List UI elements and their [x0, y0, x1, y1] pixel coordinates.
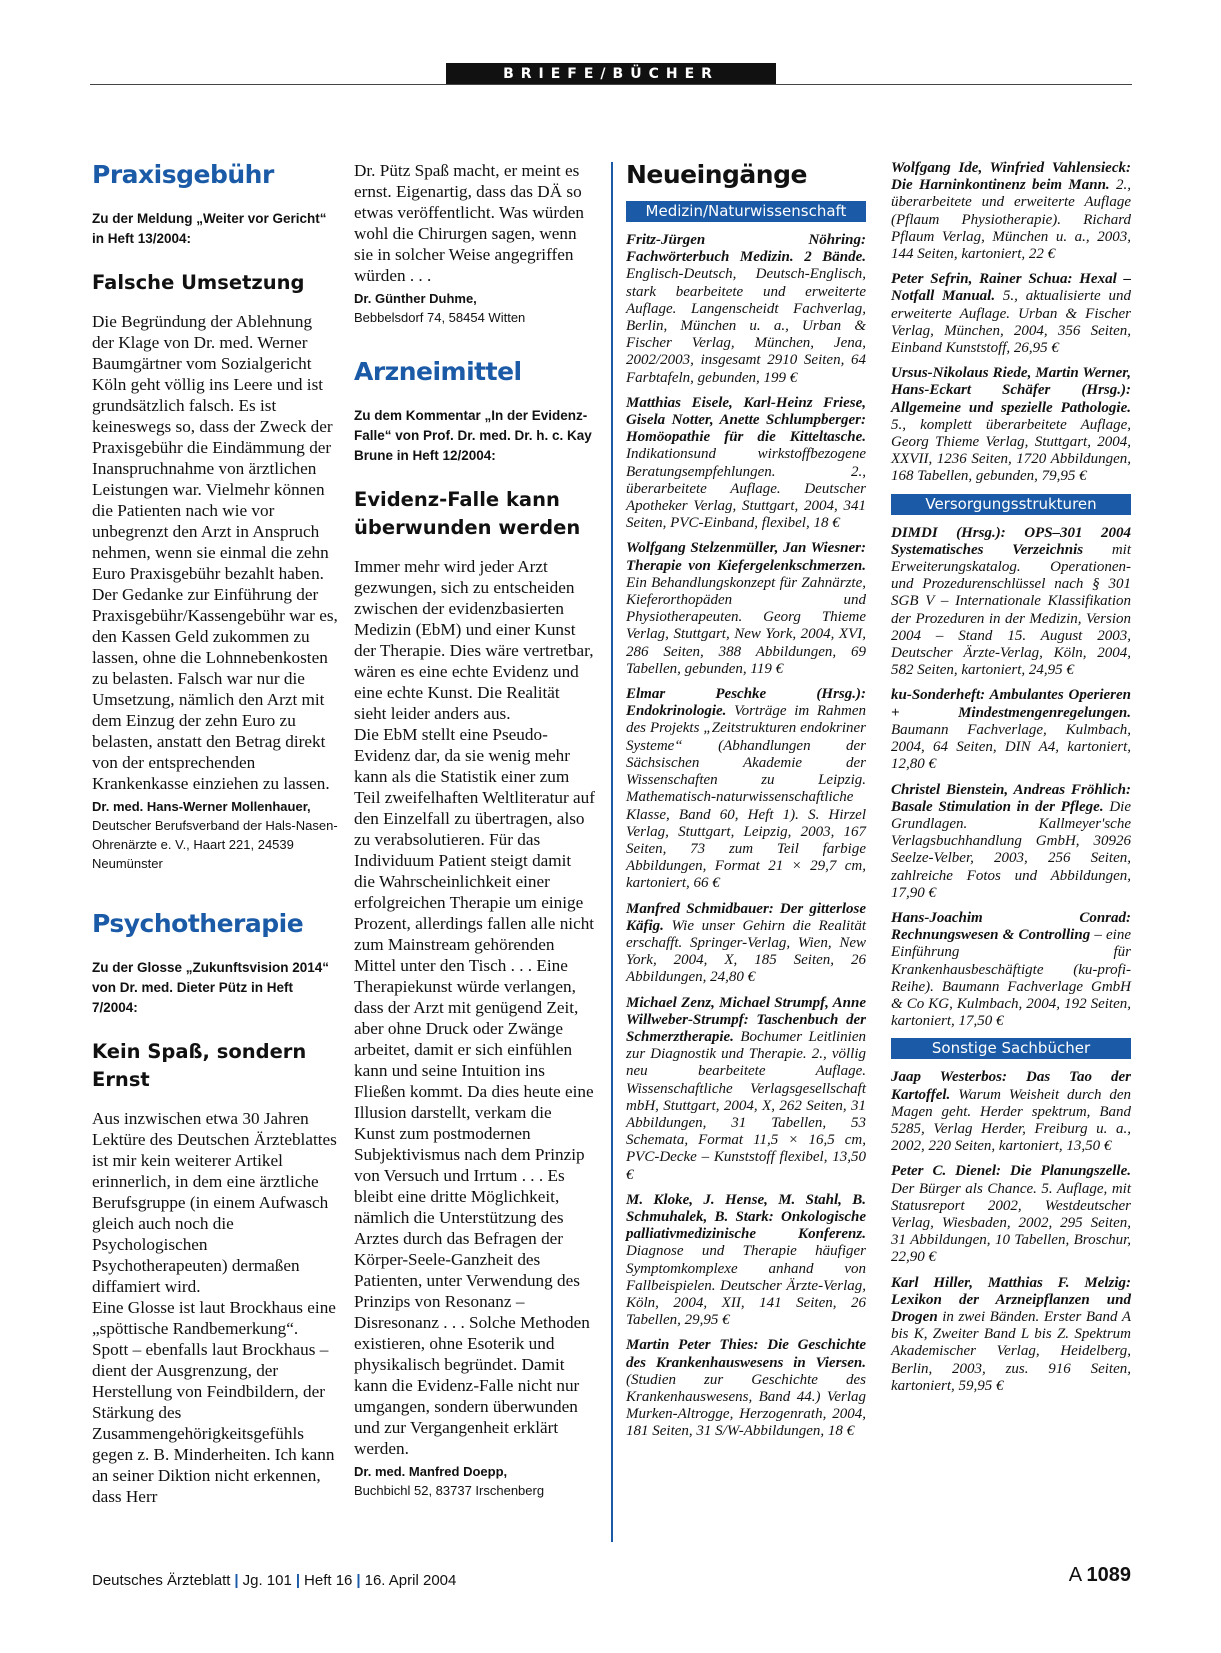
header-rule [90, 84, 1132, 85]
book-entry [626, 1337, 866, 1440]
book-title: Karl Hiller, Matthias F. Melzig: Lexikon der Arzneipflanzen und Drogen [891, 1274, 1131, 1325]
book-details: 5., komplett überarbeitete Auflage, Georg Thieme Verlag, Stuttgart, 2004, XXVII, 1236 Seiten, 1720 Abbildungen, 168 Tabellen, gebunden, 79,95 € [891, 416, 1131, 485]
book-details: Die Grundlagen. Kallmeyer'sche Verlagsbuchhandlung GmbH, 30926 Seelze-Velber, 2003, 256 Seiten, zahlreiche Fotos und Abbildungen, 17,90 € [891, 798, 1131, 901]
book-entry [891, 910, 1131, 1030]
book-details: in zwei Bänden. Erster Band A bis K, Zweiter Band L bis Z. Spektrum Akademischer Verlag, Heidelberg, Berlin, 2003, zus. 916 Seiten, kartoniert, 59,95 € [891, 1308, 1131, 1394]
book-title: Christel Bienstein, Andreas Fröhlich: Basale Stimulation in der Pflege. [891, 781, 1131, 815]
letter-body [354, 556, 596, 1459]
book-entry [626, 901, 866, 987]
letter-body [92, 1108, 338, 1507]
section-title-psychotherapie: Psychotherapie [92, 909, 304, 938]
book-title: ku-Sonderheft: Ambulantes Operieren + Mindestmengenregelungen. [891, 687, 1131, 721]
book-entry [626, 995, 866, 1184]
book-title: Fritz-Jürgen Nöhring: Fachwörterbuch Medizin. 2 Bände. [626, 232, 866, 266]
book-title: Wolfgang Stelzenmüller, Jan Wiesner: Therapie von Kiefergelenkschmerzen. [626, 540, 866, 574]
book-title: DIMDI (Hrsg.): OPS–301 2004 Systematisches Verzeichnis [891, 524, 1131, 558]
book-details: Englisch-Deutsch, Deutsch-Englisch, stark bearbeitete und erweiterte Auflage. Langenscheidt Fachverlag, Berlin, München u. a., Urban & Fischer Verlag, München, Jena, 2002/2003, insgesamt 2910 Seiten, 64 Farbtafeln, gebunden, 199 € [626, 266, 866, 386]
page-number [1069, 1564, 1131, 1587]
column-3 [626, 160, 866, 1449]
book-details: Diagnose und Therapie häufiger Symptomkomplexe anhand von Fallbeispielen. Deutscher Ärzte-Verlag, Köln, 2004, XII, 141 Seiten, 26 Tabellen, 29,95 € [626, 1243, 866, 1329]
category-versorgung: Versorgungsstrukturen [891, 494, 1131, 515]
book-details: mit Erweiterungskatalog. Operationen- und Prozedurenschlüssel nach § 301 SGB V – Internationale Klassifikation der Prozeduren in der Medizin, Version 2004 – Stand 15. August 2003, Deutscher Ärzte-Verlag, Köln, 2004, 582 Seiten, kartoniert, 24,95 € [891, 541, 1131, 679]
book-entry [626, 395, 866, 533]
book-details: Indikationsund wirkstoffbezogene Beratungsempfehlungen. 2., überarbeitete Auflage. Deutscher Apotheker Verlag, Stuttgart, 2004, 341 Seiten, PVC-Einband, flexibel, 18 € [626, 446, 866, 532]
section-title-arzneimittel: Arzneimittel [354, 357, 522, 386]
page-number-value: 1089 [1086, 1564, 1131, 1586]
paragraph: Eine Glosse ist laut Brockhaus eine „spöttische Randbemerkung“. Spott – ebenfalls laut Brockhaus – dient der Ausgrenzung, der Herstellung von Feindbildern, der Stärkung des Zusammengehörigkeitsgefühls gegen z. B. Minderheiten. Ich kann an seiner Diktion nicht erkennen, dass Herr [92, 1298, 336, 1506]
letter-author: Dr. Günther Duhme, [354, 291, 477, 306]
book-details: 5., aktualisierte und erweiterte Auflage. Urban & Fischer Verlag, München, 2004, 356 Seiten, Einband Kunststoff, 26,95 € [891, 288, 1131, 357]
book-list-sonstige [891, 1069, 1131, 1395]
category-medizin: Medizin/Naturwissenschaft [626, 201, 866, 222]
paragraph: Die Begründung der Ablehnung der Klage von Dr. med. Werner Baumgärtner vom Sozialgericht Köln geht völlig ins Leere und ist grundsätzlich falsch. Es ist keineswegs so, dass der Zweck der Praxisgebühr die Eindämmung der Inanspruchnahme von ärztlichen Leistungen war. Vielmehr können die Patienten nach wie vor unbegrenzt den Arzt in Anspruch nehmen, wenn sie einmal die zehn Euro Praxisgebühr bezahlt haben. [92, 312, 333, 583]
letter-headline: Falsche Umsetzung [92, 271, 305, 294]
book-details: Warum Weisheit durch den Magen geht. Herder spektrum, Band 5285, Verlag Herder, Freiburg u. a., 2002, 220 Seiten, kartoniert, 13,50 € [891, 1086, 1131, 1155]
book-list-versorgung [891, 525, 1131, 1031]
book-title: Peter Sefrin, Rainer Schua: Hexal – Notfall Manual. [891, 271, 1131, 305]
column-2 [354, 160, 596, 1500]
paragraph: Immer mehr wird jeder Arzt gezwungen, sich zu entscheiden zwischen der evidenzbasierten Medizin (EbM) und einer Kunst der Therapie. Dies wäre vertretbar, wären es eine echte Evidenz und eine echte Kunst. Die Realität sieht leider anders aus. [354, 557, 594, 723]
book-details: (Studien zur Geschichte des Krankenhauswesens, Band 44.) Verlag Murken-Altrogge, Herzogenrath, 2004, 181 Seiten, 31 S/W-Abbildungen, 18 € [626, 1371, 866, 1440]
book-details: Baumann Fachverlage, Kulmbach, 2004, 64 Seiten, DIN A4, kartoniert, 12,80 € [891, 721, 1131, 773]
letter-address: Buchbichl 52, 83737 Irschenberg [354, 1483, 545, 1498]
book-entry [891, 271, 1131, 357]
footer [92, 1572, 456, 1589]
book-entry [891, 525, 1131, 680]
letter-body [92, 311, 338, 794]
book-title: Manfred Schmidbauer: Der gitterlose Käfig. [626, 900, 866, 934]
book-entry [891, 160, 1131, 263]
column-4 [891, 160, 1131, 1403]
book-entry [626, 686, 866, 892]
paragraph: Der Gedanke zur Einführung der Praxisgebühr/Kassengebühr war es, den Kassen Geld zukommen zu lassen, ohne die Lohnnebenkosten zu belasten. Falsch war nur die Umsetzung, nämlich den Arzt mit dem Einzug der zehn Euro zu belasten, anstatt den Betrag direkt von der entsprechenden Krankenkasse einziehen zu lassen. [92, 585, 338, 793]
footer-separator: | [295, 1572, 301, 1589]
book-entry [891, 782, 1131, 902]
section-header-label: BRIEFE/BÜCHER [446, 63, 776, 85]
section-title-neueingaenge: Neueingänge [626, 160, 807, 189]
paragraph: Dr. Pütz Spaß macht, er meint es ernst. Eigenartig, dass das DÄ so etwas veröffentlicht. Was würden wohl die Chirurgen sagen, wenn sie in solcher Weise angegriffen würden . . . [354, 161, 584, 285]
letter-reference: Zu dem Kommentar „In der Evidenz-Falle“ von Prof. Dr. med. Dr. h. c. Kay Brune in Heft 12/2004: [354, 408, 592, 463]
book-list-medizin [626, 232, 866, 1441]
letter-reference: Zu der Glosse „Zukunftsvision 2014“ von Dr. med. Dieter Pütz in Heft 7/2004: [92, 960, 330, 1015]
category-sonstige: Sonstige Sachbücher [891, 1038, 1131, 1059]
letter-address: Bebbelsdorf 74, 58454 Witten [354, 310, 526, 325]
book-details: Vorträge im Rahmen des Projekts „Zeitstrukturen endokriner Systeme“ (Abhandlungen der Sächsischen Akademie der Wissenschaften zu Leipzig. Mathematisch-naturwissenschaftliche Klasse, Band 60, Heft 1). S. Hirzel Verlag, Stuttgart, Leipzig, 2003, 167 Seiten, 73 zum Teil farbige Abbildungen, Format 21 × 29,7 cm, kartoniert, 66 € [626, 703, 866, 892]
letter-address: Deutscher Berufsverband der Hals-Nasen-Ohrenärzte e. V., Haart 221, 24539 Neumünster [92, 818, 338, 871]
letter-reference: Zu der Meldung „Weiter vor Gericht“ in Heft 13/2004: [92, 211, 327, 246]
footer-separator: | [356, 1572, 361, 1589]
column-1 [92, 160, 338, 1507]
book-entry [626, 540, 866, 678]
paragraph: Aus inzwischen etwa 30 Jahren Lektüre des Deutschen Ärzteblattes ist mir kein weiterer Artikel erinnerlich, in dem eine ärztliche Berufsgruppe (in einem Aufwasch gleich auch noch die Psychologischen Psychotherapeuten) dermaßen diffamiert wird. [92, 1109, 337, 1296]
book-entry [626, 232, 866, 387]
book-details: 2., überarbeitete und erweiterte Auflage (Pflaum Physiotherapie). Richard Pflaum Verlag, München u. a., 2003, 144 Seiten, kartoniert, 22 € [891, 177, 1131, 263]
book-title: Matthias Eisele, Karl-Heinz Friese, Gisela Notter, Anette Schlumpberger: Homöopathie für die Kitteltasche. [626, 394, 866, 446]
book-title: Elmar Peschke (Hrsg.): Endokrinologie. [626, 686, 866, 720]
book-title: Peter C. Dienel: Die Planungszelle. [891, 1163, 1131, 1180]
book-title: Jaap Westerbos: Das Tao der Kartoffel. [891, 1069, 1131, 1103]
column-divider [611, 162, 613, 1542]
book-entry [891, 1275, 1131, 1395]
letter-author: Dr. med. Hans-Werner Mollenhauer, [92, 799, 311, 814]
book-title: Michael Zenz, Michael Strumpf, Anne Willweber-Strumpf: Taschenbuch der Schmerztherapie. [626, 994, 866, 1045]
letter-body-continuation [354, 160, 596, 286]
page-prefix: A [1068, 1564, 1081, 1586]
letter-headline: Kein Spaß, sondern Ernst [92, 1040, 307, 1091]
book-entry [891, 1069, 1131, 1155]
book-title: Wolfgang Ide, Winfried Vahlensieck: Die Harninkontinenz beim Mann. [891, 160, 1131, 194]
section-title-praxisgebuehr: Praxisgebühr [92, 160, 274, 189]
book-entry [626, 1192, 866, 1330]
book-details: Bochumer Leitlinien zur Diagnostik und Therapie. 2., völlig neu bearbeitete Auflage. Wissenschaftliche Verlagsgesellschaft mbH, Stuttgart, 2004, X, 262 Seiten, 31 Abbildungen, 31 Tabellen, 53 Schemata, Format 11,5 × 16,5 cm, PVC-Decke – Kunststoff flexibel, 13,50 € [626, 1028, 866, 1183]
book-details: Wie unser Gehirn die Realität erschafft. Springer-Verlag, Wien, New York, 2004, X, 185 Seiten, 26 Abbildungen, 24,80 € [626, 917, 866, 986]
book-title: Ursus-Nikolaus Riede, Martin Werner, Hans-Eckart Schäfer (Hrsg.): Allgemeine und spezielle Pathologie. [891, 365, 1131, 416]
book-details: – eine Einführung für Krankenhausbeschäftigte (ku-profi-Reihe). Baumann Fachverlage GmbH & Co KG, Kulmbach, 2004, 192 Seiten, kartoniert, 17,50 € [891, 927, 1131, 1030]
letter-headline: Evidenz-Falle kann überwunden werden [354, 488, 581, 539]
footer-separator: | [234, 1572, 239, 1589]
book-title: M. Kloke, J. Hense, M. Stahl, B. Schmuhalek, B. Stark: Onkologische palliativmedizinische Konferenz. [626, 1191, 866, 1243]
book-entry [891, 687, 1131, 773]
book-list-medizin-continued [891, 160, 1131, 486]
book-details: Ein Behandlungskonzept für Zahnärzte, Kieferorthopäden und Physiotherapeuten. Georg Thieme Verlag, Stuttgart, New York, 2004, XVI, 286 Seiten, 388 Abbildungen, 69 Tabellen, gebunden, 119 € [626, 574, 866, 677]
book-details: Der Bürger als Chance. 5. Auflage, mit Statusreport 2002, Westdeutscher Verlag, Wiesbaden, 2002, 295 Seiten, 31 Abbildungen, 10 Tabellen, Broschur, 22,90 € [891, 1180, 1131, 1266]
letter-author: Dr. med. Manfred Doepp, [354, 1464, 508, 1479]
journal-date: 16. April 2004 [364, 1572, 457, 1589]
journal-issue: Heft 16 [304, 1572, 353, 1589]
paragraph: Die EbM stellt eine Pseudo-Evidenz dar, da sie wenig mehr kann als die Statistik einer zum Teil zweifelhaften Weltliteratur auf den Einzelfall zu übertragen, also zu verabsolutieren. Für das Individuum Patient steigt damit die Wahrscheinlichkeit einer erfolgreichen Therapie um einige Prozent, allerdings fallen alle nicht zum Mainstream gehörenden Mittel unter den Tisch . . . Eine Therapiekunst würde verlangen, dass der Arzt mit genügend Zeit, aber ohne Druck oder Zwänge arbeitet, damit er sich einfühlen kann und seine Intuition ins Fließen kommt. Da dies heute eine Illusion darstellt, verkam die Kunst zum postmodernen Subjektivismus nach dem Prinzip von Versuch und Irrtum . . . Es bleibt eine dritte Möglichkeit, nämlich die Unterstützung des Arztes durch das Befragen der Körper-Seele-Ganzheit des Patienten, unter Verwendung des Prinzips von Resonanz – Disresonanz . . . Solche Methoden existieren, ohne Esoterik und physikalisch begründet. Damit kann die Evidenz-Falle nicht nur umgangen, sondern überwunden und zur Vergangenheit erklärt werden. [354, 725, 595, 1458]
journal-volume: Jg. 101 [242, 1572, 292, 1589]
book-title: Hans-Joachim Conrad: Rechnungswesen & Controlling [891, 909, 1131, 944]
book-entry [891, 1163, 1131, 1266]
journal-name: Deutsches Ärzteblatt [92, 1572, 231, 1589]
book-title: Martin Peter Thies: Die Geschichte des Krankenhauswesens in Viersen. [626, 1337, 866, 1371]
book-entry [891, 365, 1131, 485]
